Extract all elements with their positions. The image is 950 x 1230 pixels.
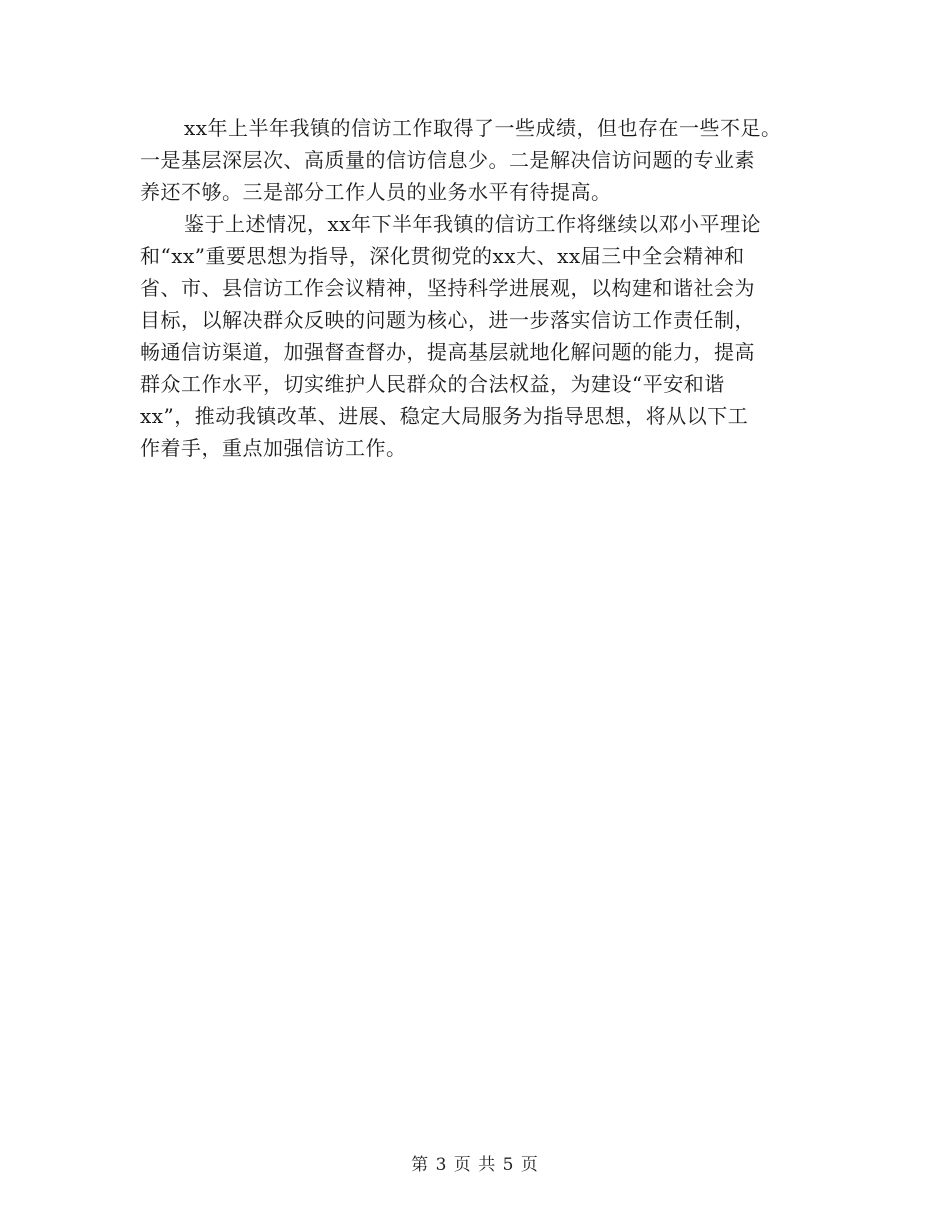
paragraph-1 xyxy=(140,112,820,208)
paragraph-line: 畅通信访渠道，加强督查督办，提高基层就地化解问题的能力，提高 xyxy=(140,340,755,364)
paragraph-2 xyxy=(140,208,820,464)
paragraph-line: 和“xx”重要思想为指导，深化贯彻党的xx大、xx届三中全会精神和 xyxy=(140,244,745,268)
paragraph-line: 群众工作水平，切实维护人民群众的合法权益，为建设“平安和谐 xyxy=(140,372,725,396)
paragraph-line: 养还不够。三是部分工作人员的业务水平有待提高。 xyxy=(140,180,612,204)
paragraph-line: xx”，推动我镇改革、进展、稳定大局服务为指导思想，将从以下工 xyxy=(140,404,749,428)
paragraph-line: 作着手，重点加强信访工作。 xyxy=(140,436,407,460)
paragraph-line: xx年上半年我镇的信访工作取得了一些成绩，但也存在一些不足。 xyxy=(184,116,782,140)
page-number-footer: 第 3 页 共 5 页 xyxy=(411,1155,539,1175)
paragraph-line: 一是基层深层次、高质量的信访信息少。二是解决信访问题的专业素 xyxy=(140,148,755,172)
paragraph-line: 鉴于上述情况，xx年下半年我镇的信访工作将继续以邓小平理论 xyxy=(184,212,762,236)
paragraph-line: 省、市、县信访工作会议精神，坚持科学进展观，以构建和谐社会为 xyxy=(140,276,755,300)
paragraph-line: 目标，以解决群众反映的问题为核心，进一步落实信访工作责任制， xyxy=(140,308,755,332)
document-body xyxy=(140,112,820,464)
